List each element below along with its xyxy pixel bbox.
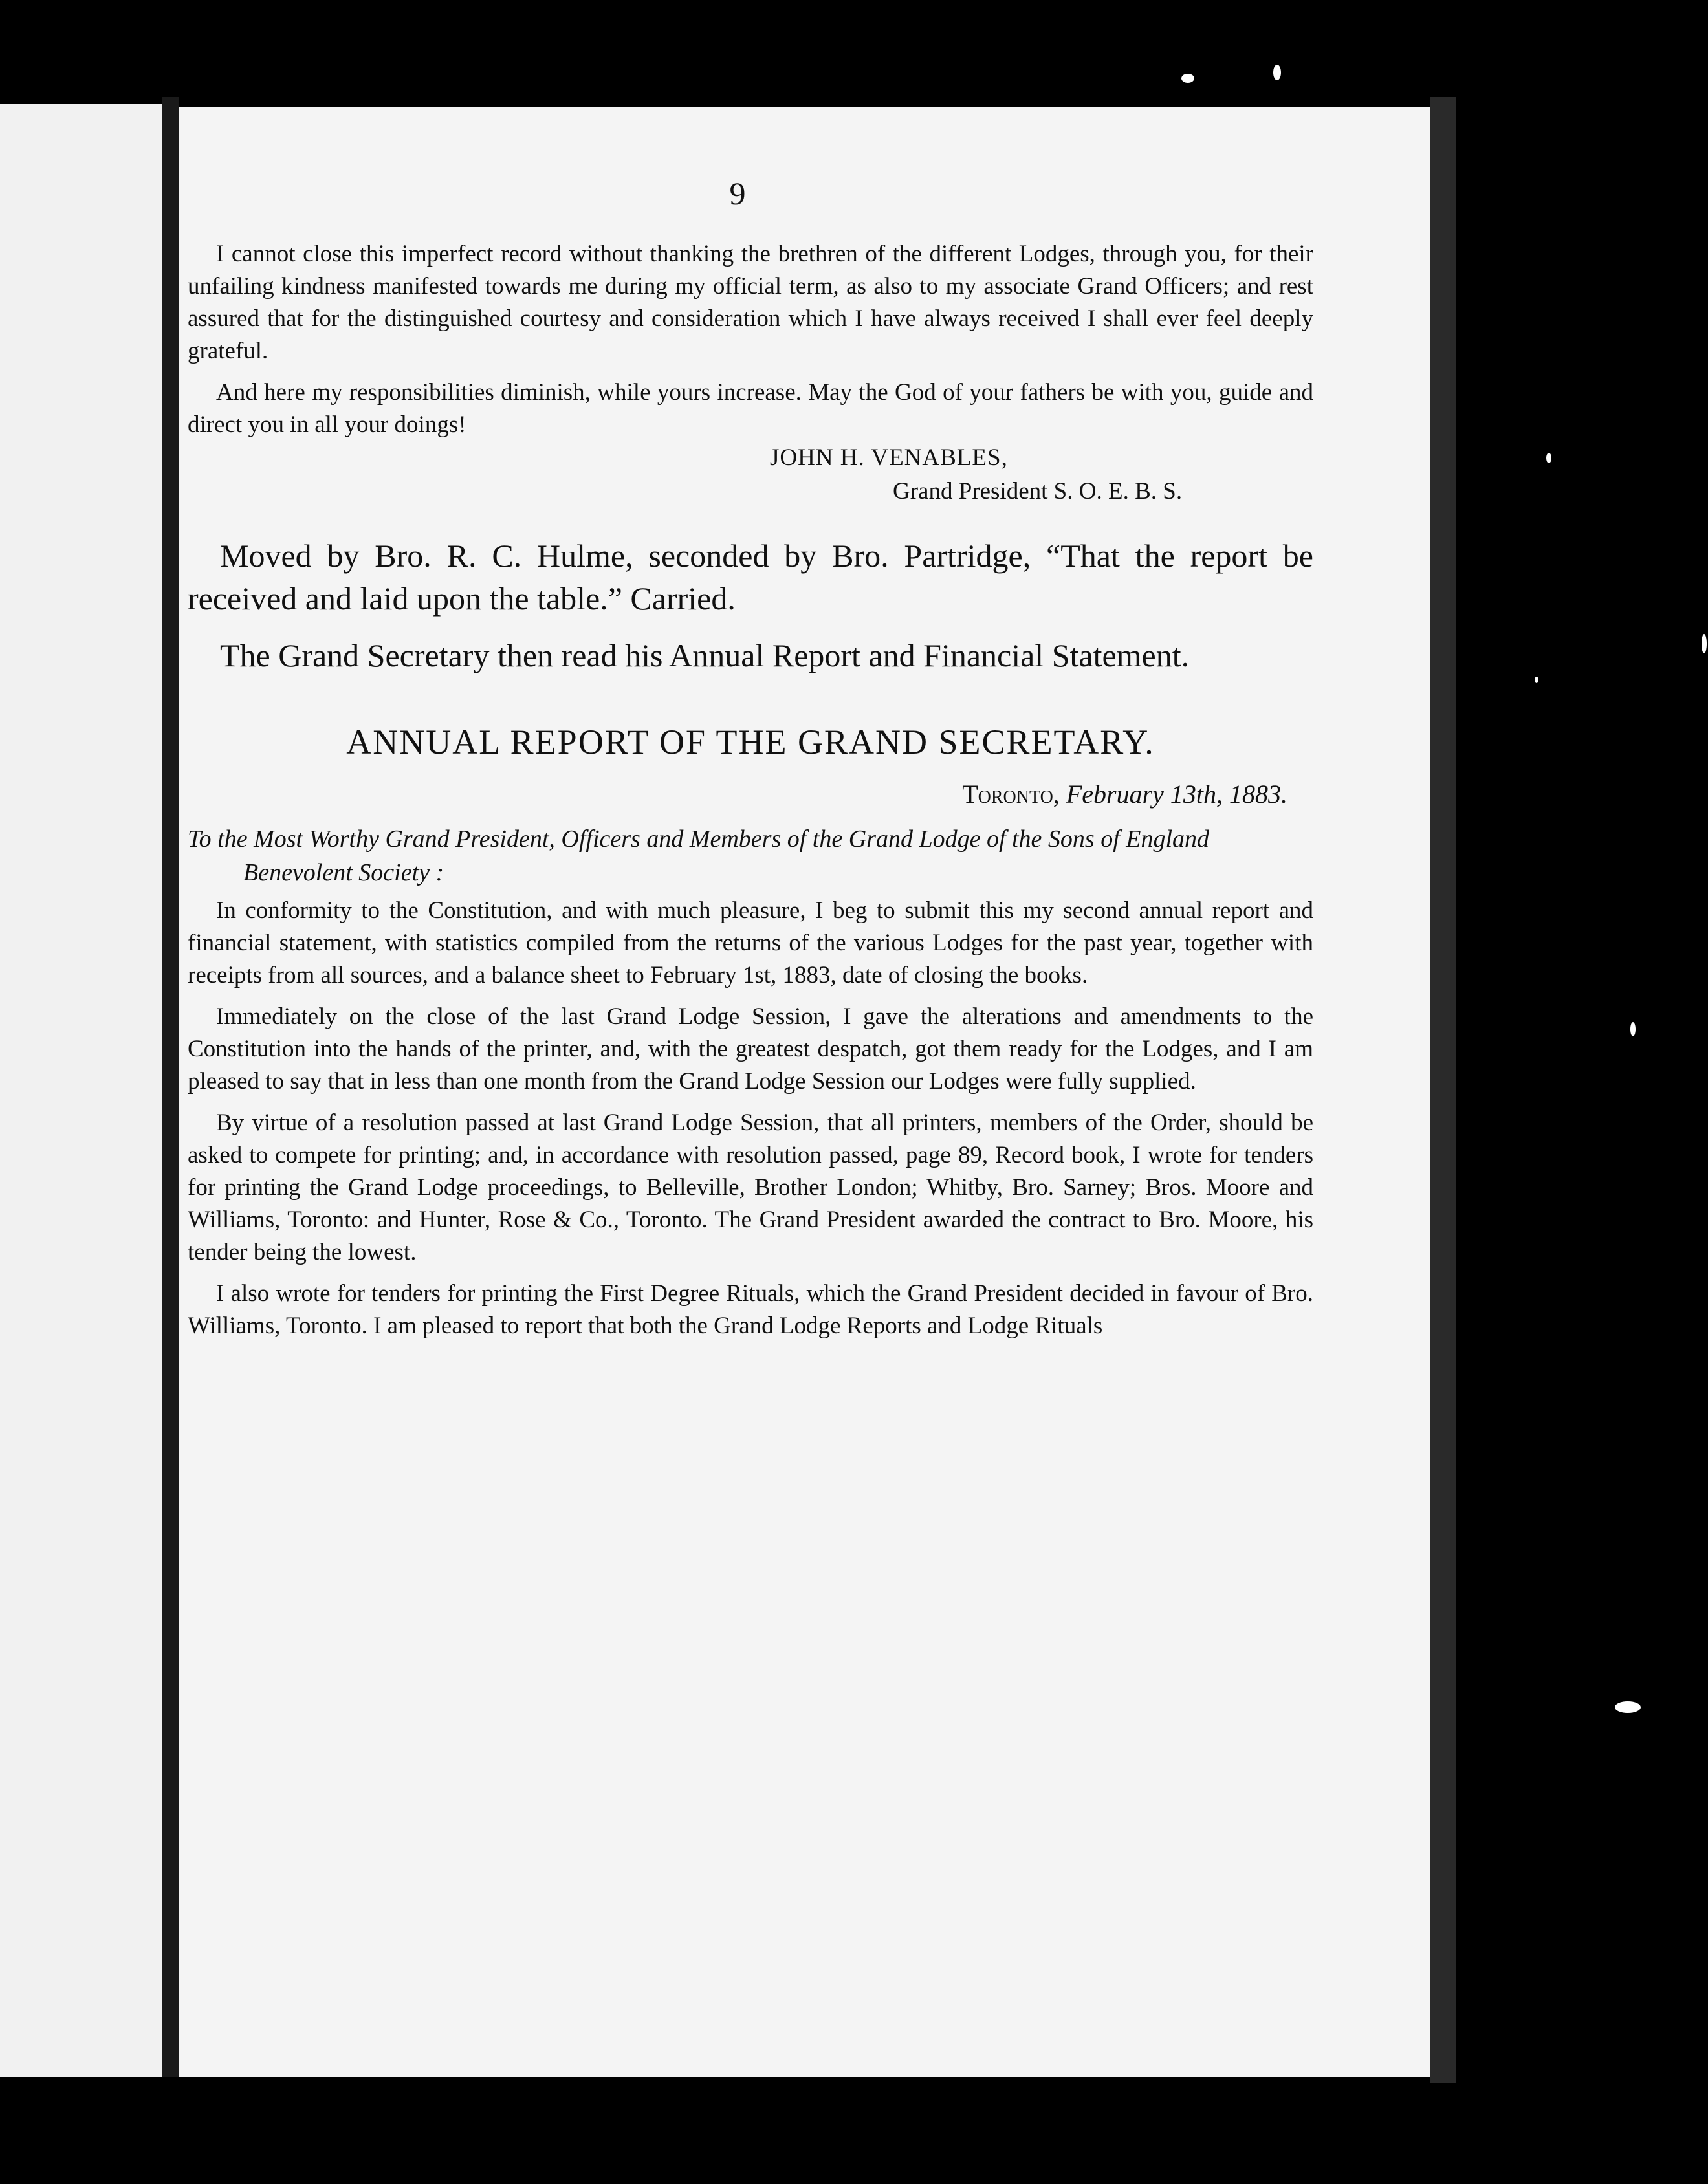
closing-paragraph: And here my responsibilities diminish, while yours increase. May the God of your fathers be with you, guide and direct you in all your doings! [188,379,1313,438]
scan-speck [1615,1701,1641,1713]
signature-name: JOHN H. VENABLES, [770,444,1008,471]
report-heading: ANNUAL REPORT OF THE GRAND SECRETARY. [346,723,1155,761]
scan-speck [1273,65,1281,80]
page-number: 9 [729,175,746,212]
scan-speck [1630,1022,1636,1036]
dateline-place: Toronto, [962,780,1060,809]
scan-speck [1546,453,1551,463]
closing-paragraph: I cannot close this imperfect record without thanking the brethren of the different Lodges, through you, for their unfailing kindness manifested towards me during my official term, as also to my associate Grand Officers; and rest assured that for the distinguished courtesy and consideration which I have always received I shall ever feel deeply grateful. [188,241,1313,364]
page-edge [1430,97,1456,2083]
scan-speck [1535,677,1538,683]
report-dateline [188,779,1287,809]
book-spine [162,97,179,2077]
minutes-report-read: The Grand Secretary then read his Annual Report and Financial Statement. [220,637,1190,673]
facing-page [0,104,167,2077]
report-salutation: To the Most Worthy Grand President, Officers and Members of the Grand Lodge of the Sons of England Benevolent Society : [188,825,1210,886]
page-content [188,175,1313,1342]
report-paragraph: Immediately on the close of the last Grand Lodge Session, I gave the alterations and amendments to the Constitution into the hands of the printer, and, with the greatest despatch, got them ready for the Lodges, and I am pleased to say that in less than one month from the Grand Lodge Session our Lodges were fully supplied. [188,1003,1313,1095]
report-paragraph: By virtue of a resolution passed at last Grand Lodge Session, that all printers, members of the Order, should be asked to compete for printing; and, in accordance with resolution passed, page 89, Record book, I wrote for tenders for printing the Grand Lodge proceedings, to Belleville, Brother London; Whitby, Bro. Sarney; Bros. Moore and Williams, Toronto: and Hunter, Rose & Co., Toronto. The Grand President awarded the contract to Bro. Moore, his tender being the lowest. [188,1109,1313,1265]
scan-speck [1702,634,1707,653]
signature-title: Grand President S. O. E. B. S. [893,478,1183,505]
report-paragraph: In conformity to the Constitution, and with much pleasure, I beg to submit this my second annual report and financial statement, with statistics compiled from the returns of the various Lodges for the past year, together with receipts from all sources, and a balance sheet to February 1st, 1883, date of closing the books. [188,897,1313,988]
minutes-motion: Moved by Bro. R. C. Hulme, seconded by Bro. Partridge, “That the report be received and laid upon the table.” Carried. [188,538,1313,617]
report-paragraph: I also wrote for tenders for printing the First Degree Rituals, which the Grand President decided in favour of Bro. Williams, Toronto. I am pleased to report that both the Grand Lodge Reports and Lodge Rituals [188,1280,1313,1339]
scan-speck [1181,74,1194,83]
dateline-date: February 13th, 1883. [1066,780,1287,809]
